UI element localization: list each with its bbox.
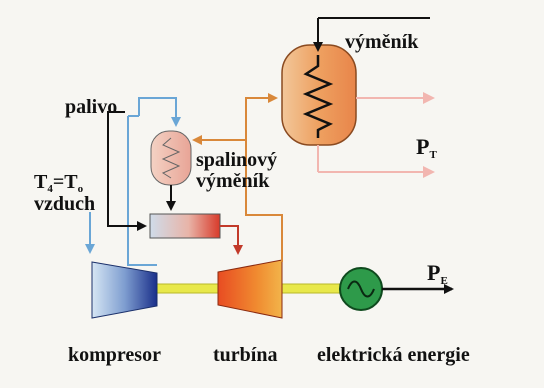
shaft-turbine-generator: [282, 284, 340, 293]
label-t4: [34, 172, 83, 195]
label-palivo: palivo: [65, 96, 118, 118]
label-elektricka: elektrická energie: [317, 344, 470, 366]
pt-main: P: [416, 134, 430, 159]
label-pe: [427, 262, 448, 287]
shaft-compressor-turbine: [155, 284, 219, 293]
combustion-chamber: [150, 214, 220, 238]
label-vymenik-2: výměník: [196, 170, 270, 192]
label-vzduch: vzduch: [34, 193, 96, 215]
t4-sub: 4: [47, 183, 53, 195]
label-vymenik: výměník: [345, 31, 419, 53]
t4-sub0: o: [77, 183, 84, 195]
flue-gas-exchanger: [151, 131, 191, 185]
t4-main: T: [34, 171, 48, 193]
t4-eq: =T: [52, 171, 78, 193]
label-turbina: turbína: [213, 344, 278, 366]
pe-main: P: [427, 260, 441, 285]
pe-sub: E: [440, 275, 448, 287]
label-pt: [416, 136, 437, 161]
pt-sub: T: [429, 149, 437, 161]
label-kompresor: kompresor: [68, 344, 161, 366]
label-spalinovy: spalinový: [196, 149, 278, 171]
